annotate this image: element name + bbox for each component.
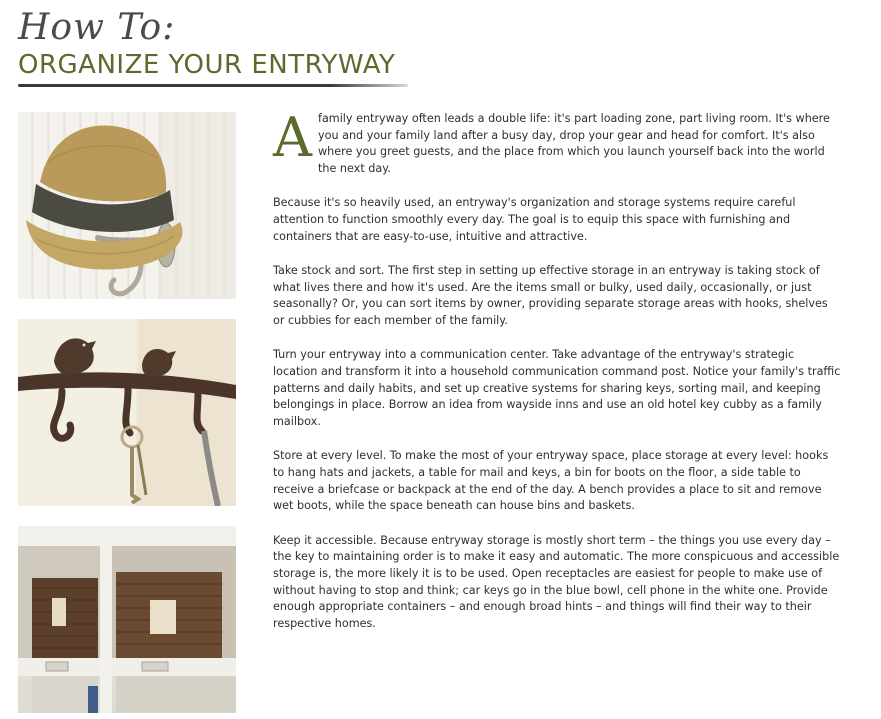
baskets-shelf-illustration: [18, 526, 236, 713]
intro-paragraph: [273, 106, 841, 178]
paragraph-communication-center: Turn your entryway into a communication center. Take advantage of the entryway's strategic location and transform it into a household communication command post. Notice your family's traffic patterns and daily habits, and set up creative systems for sharing keys, sorting mail, and keeping belongings in place. Borrow an idea from wayside inns and use an old hotel key cubby as a family mailbox.: [273, 348, 841, 429]
paragraph-store-every-level: Store at every level. To make the most of your entryway space, place storage at every level: hooks to hang hats and jackets, a table for mail and keys, a bin for boots on the floor, a side table to receive a briefcase or backpack at the end of the day. A bench provides a place to sit and remove wet boots, while the space beneath can house bins and baskets.: [273, 449, 829, 513]
article-body: [273, 106, 841, 650]
baskets-shelf-photo: [18, 526, 236, 713]
coat-rack-illustration: [18, 319, 236, 506]
coat-rack-photo: [18, 319, 236, 506]
paragraph-keep-accessible: Keep it accessible. Because entryway storage is mostly short term – the things you use every day – the key to maintaining order is to make it easy and automatic. The more conspicuous and accessible storage is, the more likely it is to be used. Open receptacles are easiest for people to make use of without having to stop and think; car keys go in the blue bowl, cell phone in the white one. Provide enough appropriate containers – and enough broad hints – and things will find their way to their respective homes.: [273, 533, 840, 631]
page-title: ORGANIZE YOUR ENTRYWAY: [18, 50, 396, 80]
page-header: [18, 8, 410, 87]
paragraph-take-stock: Take stock and sort. The first step in setting up effective storage in an entryway is taking stock of what lives there and how it's used. Are the items small or bulky, used daily, occasionally, or just seasonally? Or, you can sort items by owner, providing separate storage areas with hooks, shelves or cubbies for each member of the family.: [273, 263, 828, 328]
howto-heading: How To:: [18, 7, 176, 48]
straw-hat-illustration: [18, 112, 236, 299]
straw-hat-photo: [18, 112, 236, 299]
title-underline: [18, 84, 408, 87]
intro-text: family entryway often leads a double life: it's part loading zone, part living room. It's where you and your family land after a busy day, drop your gear and head for comfort. It's also where you greet guests, and the place from which you launch yourself back into the world the next day.: [318, 112, 830, 176]
paragraph-usage: Because it's so heavily used, an entryway's organization and storage systems require careful attention to function smoothly every day. The goal is to equip this space with furnishing and containers that are easy-to-use, intuitive and attractive.: [273, 196, 796, 243]
drop-cap: A: [273, 106, 312, 169]
